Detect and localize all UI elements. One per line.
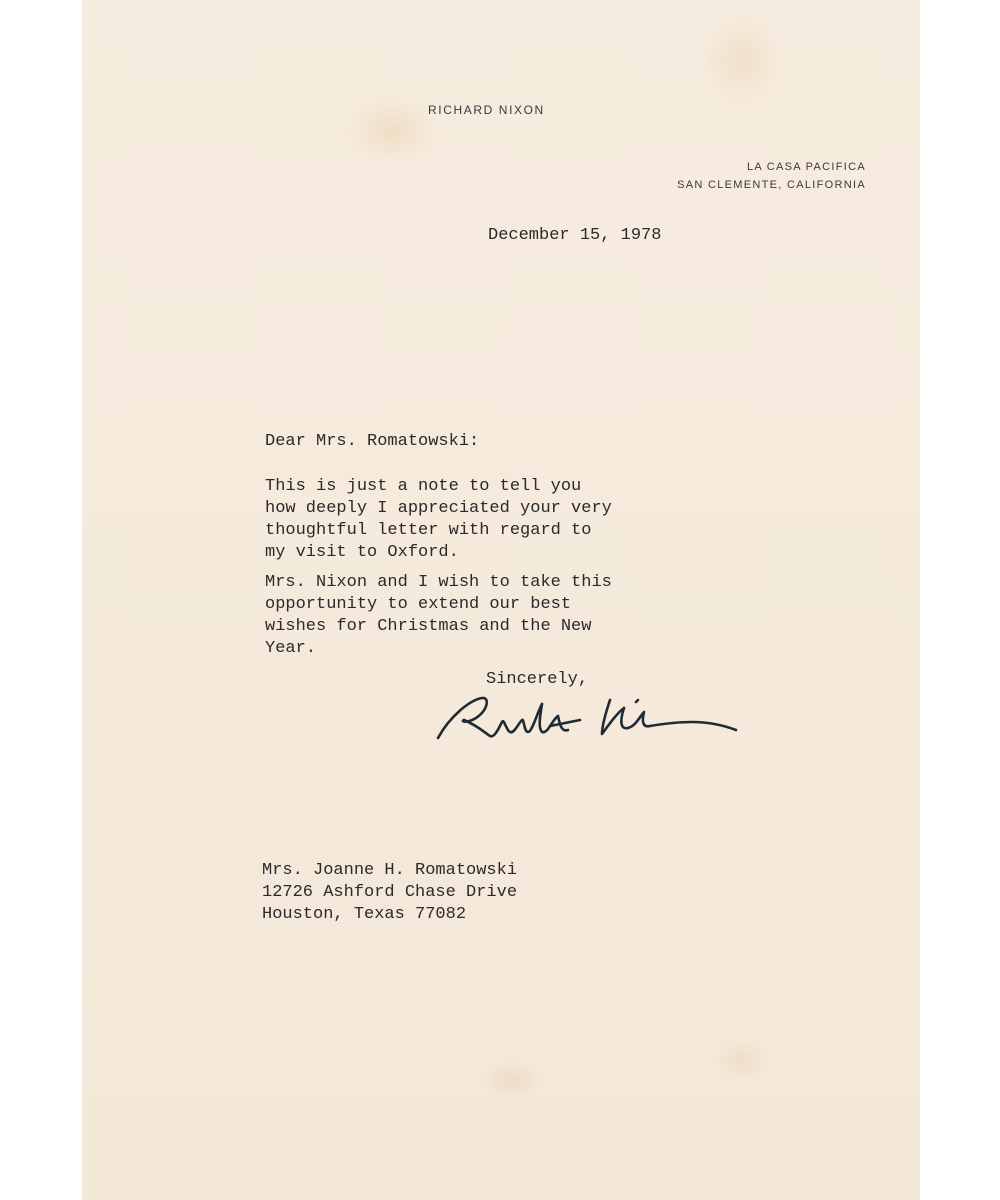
body-line: how deeply I appreciated your very (265, 499, 612, 518)
salutation: Dear Mrs. Romatowski: (265, 432, 480, 451)
closing: Sincerely, (486, 670, 589, 689)
body-line: thoughtful letter with regard to (265, 521, 592, 540)
body-paragraph-1 (265, 476, 612, 564)
letter-date: December 15, 1978 (488, 226, 662, 245)
body-line: wishes for Christmas and the New (265, 617, 592, 636)
signature-strokes (438, 698, 736, 738)
handwritten-signature (430, 686, 750, 756)
letterhead-address-line1: LA CASA PACIFICA (746, 161, 866, 173)
body-line: my visit to Oxford. (265, 543, 459, 562)
body-paragraph-2 (265, 572, 612, 660)
letterhead-address-line2: SAN CLEMENTE, CALIFORNIA (677, 179, 866, 191)
letterhead-name: RICHARD NIXON (428, 103, 545, 117)
recipient-city: Houston, Texas 77082 (262, 905, 467, 924)
recipient-street: 12726 Ashford Chase Drive (262, 883, 518, 902)
body-line: This is just a note to tell you (265, 477, 582, 496)
recipient-address (262, 860, 517, 926)
body-line: Mrs. Nixon and I wish to take this (265, 573, 612, 592)
letterhead-address (650, 158, 866, 194)
body-line: opportunity to extend our best (265, 595, 572, 614)
body-line: Year. (265, 639, 317, 658)
recipient-name: Mrs. Joanne H. Romatowski (262, 861, 518, 880)
